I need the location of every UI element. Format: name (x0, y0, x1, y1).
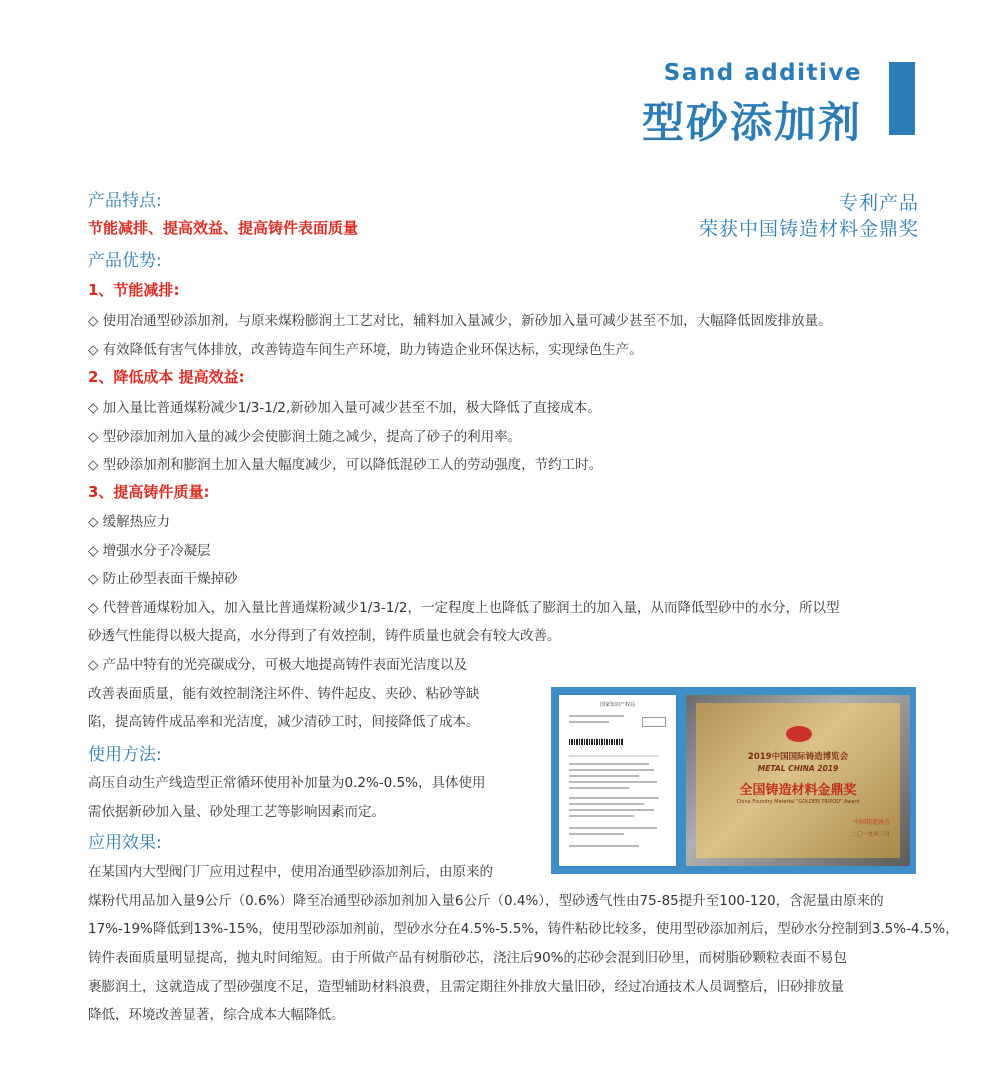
plaque-date: 二〇一九年三月 (851, 832, 890, 838)
association-logo-icon (786, 726, 812, 742)
patent-award-headline (699, 190, 919, 242)
section-2-item: ◇ 加入量比普通煤粉减少1/3-1/2,新砂加入量可减少甚至不加，极大降低了直接成本。 (88, 400, 601, 416)
barcode-image (569, 739, 624, 745)
patent-certificate-image (559, 695, 676, 866)
section-1-item: ◇ 使用冶通型砂添加剂，与原来煤粉膨润土工艺对比，辅料加入量减少，新砂加入量可减少甚至不加，大幅降低固废排放量。 (88, 313, 832, 329)
section-2-item: ◇ 型砂添加剂加入量的减少会使膨润土随之减少，提高了砂子的利用率。 (88, 429, 522, 445)
effect-text-line: 煤粉代用品加入量9公斤（0.6%）降至冶通型砂添加剂加入量6公斤（0.4%），型砂透气性由75-85提升至100-120，含泥量由原来的 (88, 893, 884, 909)
plaque-issuer: 中国铸造协会 (853, 819, 890, 826)
effect-text-line: 17%-19%降低到13%-15%，使用型砂添加剂前，型砂水分在4.5%-5.5%，铸件粘砂比较多，使用型砂添加剂后，型砂水分控制到3.5%-4.5%， (88, 921, 959, 937)
advantages-title: 产品优势: (88, 251, 162, 271)
plaque-award-en: China Foundry Material "GOLDEN TRIPOD" Award (736, 799, 860, 805)
title-accent-bar (889, 62, 915, 135)
section-1-title: 1、节能减排: (88, 281, 180, 299)
effect-title: 应用效果: (88, 833, 162, 853)
award-line: 荣获中国铸造材料金鼎奖 (698, 218, 919, 240)
section-3-item: ◇ 缓解热应力 (88, 514, 171, 530)
effect-text-line: 降低，环境改善显著，综合成本大幅降低。 (88, 1007, 345, 1023)
usage-text-line: 高压自动生产线造型正常循环使用补加量为0.2%-0.5%，具体使用 (88, 775, 486, 791)
patent-line: 专利产品 (838, 192, 919, 214)
section-3-long-item-line: ◇ 产品中特有的光亮碳成分，可极大地提高铸件表面光洁度以及 (88, 657, 468, 673)
effect-text-line: 铸件表面质量明显提高，抛丸时间缩短。由于所做产品有树脂砂芯，浇注后90%的芯砂会混到旧砂里，而树脂砂颗粒表面不易包 (88, 950, 848, 966)
title-english: Sand additive (663, 60, 862, 86)
section-3-long-item-line: ◇ 代替普通煤粉加入，加入量比普通煤粉减少1/3-1/2，一定程度上也降低了膨润土的加入量，从而降低型砂中的水分，所以型 (88, 600, 840, 616)
section-3-long-item-line: 陷，提高铸件成品率和光洁度，减少清砂工时，间接降低了成本。 (88, 714, 480, 730)
section-3-long-item-line: 砂透气性能得以极大提高，水分得到了有效控制，铸件质量也就会有较大改善。 (88, 628, 561, 644)
effect-text-line: 裹膨润土，这就造成了型砂强度不足，造型辅助材料浪费，且需定期往外排放大量旧砂，经过冶通技术人员调整后，旧砂排放量 (88, 979, 844, 995)
effect-text-line: 在某国内大型阀门厂应用过程中，使用冶通型砂添加剂后，由原来的 (88, 864, 493, 880)
section-3-title: 3、提高铸件质量: (88, 483, 210, 501)
usage-title: 使用方法: (88, 745, 162, 765)
plaque-award-name: 全国铸造材料金鼎奖 (739, 783, 857, 798)
features-title: 产品特点: (88, 191, 162, 211)
plaque-event: 2019中国国际铸造博览会 (747, 752, 849, 762)
section-1-item: ◇ 有效降低有害气体排放，改善铸造车间生产环境，助力铸造企业环保达标，实现绿色生产。 (88, 342, 643, 358)
features-text: 节能减排、提高效益、提高铸件表面质量 (88, 219, 359, 237)
section-3-item: ◇ 防止砂型表面干燥掉砂 (88, 571, 238, 587)
title-chinese: 型砂添加剂 (641, 98, 862, 147)
plaque-event-en: METAL CHINA 2019 (757, 764, 839, 773)
section-3-long-item-line: 改善表面质量，能有效控制浇注坏件、铸件起皮、夹砂、粘砂等缺 (88, 686, 480, 702)
section-2-title: 2、降低成本 提高效益: (88, 368, 245, 386)
usage-text-line: 需依据新砂加入量、砂处理工艺等影响因素而定。 (88, 804, 385, 820)
section-3-item: ◇ 增强水分子冷凝层 (88, 543, 211, 559)
section-2-item: ◇ 型砂添加剂和膨润土加入量大幅度减少，可以降低混砂工人的劳动强度，节约工时。 (88, 457, 603, 473)
cert-title: 国家知识产权局 (599, 702, 635, 708)
